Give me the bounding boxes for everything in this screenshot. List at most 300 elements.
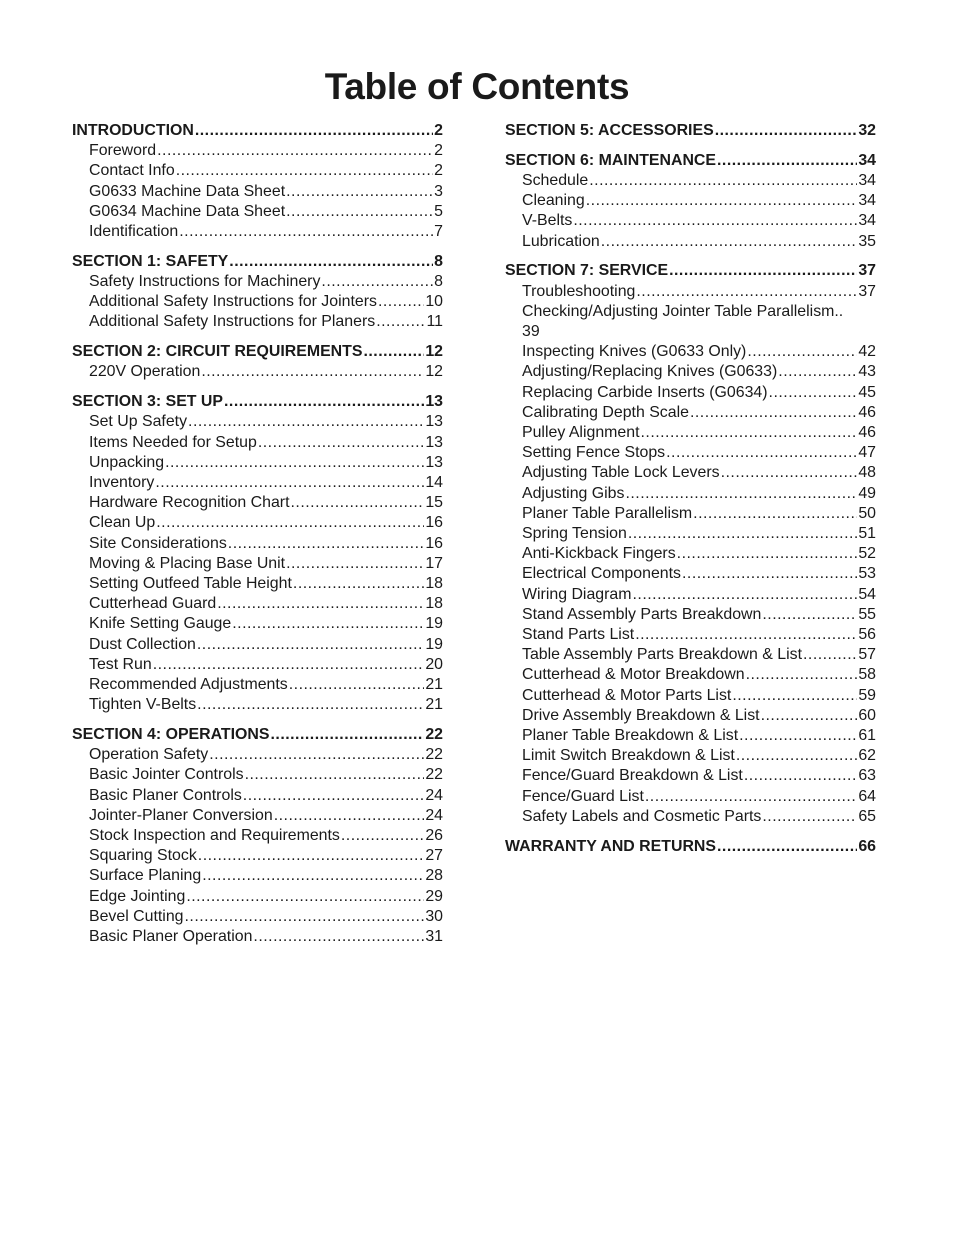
toc-entry[interactable]	[505, 544, 876, 564]
toc-entry-label: SECTION 3: SET UP	[72, 393, 223, 411]
toc-entry-label: SECTION 7: SERVICE	[505, 262, 669, 280]
toc-entry-page-number: 3	[434, 182, 443, 200]
toc-entry[interactable]	[72, 554, 443, 574]
dot-leader	[291, 493, 425, 513]
dot-leader	[677, 544, 858, 564]
toc-section-heading[interactable]	[72, 725, 443, 745]
toc-entry-label: Cutterhead Guard	[89, 595, 217, 613]
toc-entry[interactable]	[72, 765, 443, 785]
toc-entry-page-number: 18	[425, 595, 443, 613]
toc-entry-page-number: 52	[858, 545, 876, 563]
toc-entry[interactable]	[72, 312, 443, 332]
toc-entry-page-number: 61	[858, 727, 876, 745]
toc-entry-page-number: 64	[858, 787, 876, 805]
dot-leader	[803, 645, 857, 665]
dot-leader	[274, 806, 425, 826]
toc-entry-page-number: 13	[425, 453, 443, 471]
toc-entry-label: Knife Setting Gauge	[89, 615, 232, 633]
toc-entry[interactable]	[72, 695, 443, 715]
toc-entry-page-number: 34	[858, 212, 876, 230]
toc-entry[interactable]	[505, 686, 876, 706]
toc-entry-label: Table Assembly Parts Breakdown & List	[522, 646, 802, 664]
toc-entry-page-number: 11	[426, 313, 443, 331]
toc-entry-page-number: 53	[858, 565, 876, 583]
toc-entry-page-number: 62	[858, 747, 876, 765]
toc-entry[interactable]	[72, 513, 443, 533]
toc-entry-label: Edge Jointing	[89, 887, 186, 905]
toc-entry-page-number: 58	[858, 666, 876, 684]
toc-entry[interactable]	[505, 211, 876, 231]
toc-entry[interactable]	[72, 614, 443, 634]
dot-leader	[155, 473, 424, 493]
toc-entry-label: Squaring Stock	[89, 847, 197, 865]
toc-entry-label: Adjusting Table Lock Levers	[522, 464, 720, 482]
toc-entry-page-number: 37	[858, 262, 876, 280]
toc-section-heading[interactable]	[505, 261, 876, 281]
toc-section-heading[interactable]	[72, 252, 443, 272]
toc-entry[interactable]	[72, 222, 443, 242]
toc-entry[interactable]	[505, 463, 876, 483]
toc-entry-page-number: 32	[858, 122, 876, 139]
toc-entry-label: SECTION 1: SAFETY	[72, 252, 229, 270]
toc-section-section-4-operations	[72, 725, 443, 947]
toc-entry-label: Electrical Components	[522, 565, 681, 583]
toc-entry[interactable]	[505, 504, 876, 524]
toc-entry-label: 220V Operation	[89, 363, 201, 381]
toc-section-section-3-set-up	[72, 392, 443, 715]
toc-entry-page-number: 49	[858, 484, 876, 502]
toc-entry-label: Jointer-Planer Conversion	[89, 806, 273, 824]
toc-entry-label: SECTION 5: ACCESSORIES	[505, 122, 714, 139]
toc-entry[interactable]	[72, 412, 443, 432]
toc-entry-label: Planer Table Parallelism	[522, 504, 693, 522]
dot-leader	[645, 787, 857, 807]
dot-leader	[635, 625, 857, 645]
toc-entry[interactable]	[505, 746, 876, 766]
dot-leader	[243, 786, 425, 806]
dot-leader	[732, 686, 857, 706]
dot-leader	[769, 383, 858, 403]
toc-entry-label: Wiring Diagram	[522, 585, 632, 603]
toc-entry-page-number: 65	[858, 807, 876, 825]
dot-leader	[717, 837, 857, 857]
toc-section-section-5-accessories	[505, 121, 876, 141]
toc-entry-page-number: 50	[858, 504, 876, 522]
toc-entry[interactable]	[505, 665, 876, 685]
dot-leader	[286, 554, 424, 574]
toc-entry-page-number: 47	[858, 444, 876, 462]
toc-section-heading[interactable]	[505, 151, 876, 171]
dot-leader	[762, 807, 857, 827]
dot-leader	[217, 594, 424, 614]
dot-leader	[270, 725, 424, 745]
toc-entry-page-number: 13	[425, 393, 443, 411]
dot-leader	[165, 453, 424, 473]
toc-entry-page-number: 37	[858, 282, 876, 300]
toc-entry-label: Basic Planer Controls	[89, 786, 242, 804]
toc-entry-page-number: 13	[425, 413, 443, 431]
toc-entry-page-number: 45	[858, 383, 876, 401]
toc-entry-page-number: 21	[425, 676, 443, 694]
toc-entry-page-number: 29	[425, 887, 443, 905]
dot-leader	[573, 211, 857, 231]
toc-entry-page-number: 17	[425, 554, 443, 572]
dot-leader	[601, 232, 858, 252]
dot-leader	[253, 927, 424, 947]
toc-entry[interactable]	[505, 766, 876, 786]
toc-entry[interactable]	[505, 585, 876, 605]
toc-entry-page-number: 34	[858, 192, 876, 210]
toc-entry-label: Stand Assembly Parts Breakdown	[522, 605, 762, 623]
toc-entry[interactable]	[72, 433, 443, 453]
toc-entry-page-number: 24	[425, 786, 443, 804]
toc-entry-label: Tighten V-Belts	[89, 696, 197, 714]
toc-entry-page-number: 5	[434, 202, 443, 220]
toc-entry-page-number: 42	[858, 343, 876, 361]
toc-entry-label: Inspecting Knives (G0633 Only)	[522, 343, 747, 361]
toc-entry-label: Additional Safety Instructions for Jointers	[89, 293, 377, 311]
toc-entry-page-number: 59	[858, 686, 876, 704]
toc-entry[interactable]	[72, 493, 443, 513]
toc-entry-page-number: 48	[858, 464, 876, 482]
dot-leader	[321, 272, 433, 292]
toc-entry-page-number: 22	[425, 726, 443, 744]
toc-entry[interactable]	[505, 706, 876, 726]
dot-leader	[589, 171, 857, 191]
toc-entry-page-number: 15	[425, 494, 443, 512]
toc-entry[interactable]	[505, 564, 876, 584]
toc-entry-label: Hardware Recognition Chart	[89, 494, 290, 512]
dot-leader	[197, 635, 424, 655]
dot-leader	[245, 765, 425, 785]
toc-entry-page-number: 57	[858, 646, 876, 664]
toc-entry-page-number: 8	[434, 273, 443, 291]
toc-entry-label: Stock Inspection and Requirements	[89, 827, 340, 845]
toc-entry[interactable]	[72, 786, 443, 806]
dot-leader	[715, 121, 858, 141]
toc-entry[interactable]	[505, 605, 876, 625]
dot-leader	[341, 826, 424, 846]
toc-entry[interactable]	[72, 141, 443, 161]
toc-entry[interactable]	[505, 645, 876, 665]
toc-entry-page-number: 34	[858, 151, 876, 169]
toc-entry[interactable]	[505, 191, 876, 211]
toc-entry-page-number: 31	[425, 928, 443, 946]
toc-entry-page-number: 43	[858, 363, 876, 381]
toc-entry-label: INTRODUCTION	[72, 122, 194, 139]
dot-leader	[739, 726, 857, 746]
toc-entry-label: SECTION 6: MAINTENANCE	[505, 151, 717, 169]
toc-entry-label: Inventory	[89, 474, 155, 492]
toc-entry-page-number: 46	[858, 403, 876, 421]
toc-entry-label: Pulley Alignment	[522, 424, 640, 442]
toc-entry-label: Spring Tension	[522, 525, 627, 543]
toc-section-heading[interactable]	[72, 121, 443, 141]
dot-leader	[201, 362, 424, 382]
toc-column-left	[72, 121, 443, 957]
dot-leader	[209, 745, 424, 765]
dot-leader	[762, 605, 857, 625]
toc-entry[interactable]	[505, 443, 876, 463]
toc-entry-label: Setting Fence Stops	[522, 444, 666, 462]
toc-entry[interactable]	[72, 574, 443, 594]
toc-entry[interactable]	[505, 524, 876, 544]
toc-section-heading[interactable]	[72, 342, 443, 362]
toc-entry[interactable]	[72, 887, 443, 907]
toc-entry-label: Contact Info	[89, 162, 175, 180]
dot-leader	[198, 846, 425, 866]
dot-leader	[633, 585, 858, 605]
toc-entry-page-number: 66	[858, 837, 876, 855]
toc-entry-page-number: 2	[434, 142, 443, 160]
dot-leader	[744, 766, 857, 786]
toc-entry-label: Site Considerations	[89, 534, 227, 552]
toc-entry[interactable]	[505, 423, 876, 443]
toc-entry-label: Calibrating Depth Scale	[522, 403, 689, 421]
toc-entry-page-number: 2	[434, 162, 443, 180]
toc-entry-label: V-Belts	[522, 212, 573, 230]
toc-entry-label: Limit Switch Breakdown & List	[522, 747, 735, 765]
toc-entry-page-number: 18	[425, 575, 443, 593]
toc-entry-page-number: 46	[858, 424, 876, 442]
toc-entry-label: Setting Outfeed Table Height	[89, 575, 292, 593]
toc-entry-label: Safety Instructions for Machinery	[89, 273, 321, 291]
dot-leader	[778, 362, 857, 382]
toc-entry[interactable]	[72, 161, 443, 181]
toc-entry-label: Unpacking	[89, 453, 165, 471]
toc-entry[interactable]	[72, 907, 443, 927]
toc-entry[interactable]	[505, 787, 876, 807]
dot-leader	[293, 574, 424, 594]
toc-section-section-6-maintenance	[505, 151, 876, 252]
toc-entry-label: SECTION 2: CIRCUIT REQUIREMENTS	[72, 343, 363, 361]
toc-entry[interactable]	[72, 806, 443, 826]
dot-leader	[197, 695, 424, 715]
toc-entry[interactable]	[72, 534, 443, 554]
toc-entry-page-number: 51	[858, 525, 876, 543]
toc-entry-page-number: 27	[425, 847, 443, 865]
toc-entry[interactable]	[505, 362, 876, 382]
toc-entry[interactable]	[72, 473, 443, 493]
toc-entry-label: Adjusting Gibs	[522, 484, 625, 502]
dot-leader	[746, 665, 858, 685]
toc-entry-page-number: 54	[858, 585, 876, 603]
dot-leader	[232, 614, 424, 634]
toc-entry-label: Planer Table Breakdown & List	[522, 727, 739, 745]
dot-leader	[625, 484, 857, 504]
toc-entry-label: Dust Collection	[89, 635, 196, 653]
dot-leader	[717, 151, 857, 171]
dot-leader	[228, 534, 425, 554]
toc-entry-label: Set Up Safety	[89, 413, 188, 431]
toc-entry-label: WARRANTY AND RETURNS	[505, 837, 716, 855]
dot-leader	[229, 252, 433, 272]
toc-entry-label: Recommended Adjustments	[89, 676, 288, 694]
toc-entry-page-number: 10	[425, 293, 443, 311]
toc-entry-label: Items Needed for Setup	[89, 433, 257, 451]
dot-leader	[176, 161, 433, 181]
toc-section-section-1-safety	[72, 252, 443, 333]
toc-entry[interactable]	[505, 726, 876, 746]
dot-leader	[747, 342, 857, 362]
dot-leader	[185, 907, 425, 927]
toc-entry[interactable]	[72, 927, 443, 947]
toc-entry-label: Cleaning	[522, 192, 585, 210]
toc-section-section-7-service	[505, 261, 876, 827]
toc-entry-page-number: 30	[425, 907, 443, 925]
dot-leader	[378, 292, 424, 312]
dot-leader	[224, 392, 424, 412]
toc-entry-page-number: 14	[425, 474, 443, 492]
toc-entry[interactable]	[505, 807, 876, 827]
toc-entry-label: Drive Assembly Breakdown & List	[522, 706, 760, 724]
toc-entry[interactable]	[505, 383, 876, 403]
toc-entry[interactable]	[505, 232, 876, 252]
toc-section-heading[interactable]	[505, 837, 876, 857]
toc-entry-label: Basic Planer Operation	[89, 928, 253, 946]
toc-entry[interactable]	[72, 182, 443, 202]
toc-entry-page-number: 12	[425, 363, 443, 381]
toc-entry-page-number: 28	[425, 867, 443, 885]
toc-entry-label: Stand Parts List	[522, 626, 635, 644]
toc-entry-label: Clean Up	[89, 514, 156, 532]
toc-entry-page-number: 63	[858, 767, 876, 785]
toc-entry-label: Safety Labels and Cosmetic Parts	[522, 807, 762, 825]
toc-entry[interactable]	[505, 484, 876, 504]
dot-leader	[153, 655, 425, 675]
toc-entry-page-number: 55	[858, 605, 876, 623]
toc-entry-page-number: 56	[858, 626, 876, 644]
dot-leader	[363, 342, 424, 362]
toc-entry[interactable]	[505, 282, 876, 302]
toc-entry-label: Anti-Kickback Fingers	[522, 545, 676, 563]
dot-leader	[179, 222, 433, 242]
toc-entry-label: Fence/Guard List	[522, 787, 644, 805]
toc-entry-label: Basic Jointer Controls	[89, 766, 244, 784]
toc-entry[interactable]	[505, 302, 876, 342]
dot-leader	[156, 513, 424, 533]
toc-entry-label: Operation Safety	[89, 746, 209, 764]
toc-entry-page-number: 19	[425, 615, 443, 633]
dot-leader	[761, 706, 858, 726]
toc-entry-label: G0634 Machine Data Sheet	[89, 202, 286, 220]
toc-entry[interactable]	[505, 625, 876, 645]
toc-entry-page-number: 60	[858, 706, 876, 724]
toc-entry-page-number: 22	[425, 766, 443, 784]
toc-entry[interactable]	[72, 745, 443, 765]
toc-entry[interactable]	[72, 594, 443, 614]
toc-entry-label: SECTION 4: OPERATIONS	[72, 726, 270, 744]
dot-leader	[669, 261, 857, 281]
toc-entry-label: Surface Planing	[89, 867, 202, 885]
toc-entry-page-number: 24	[425, 806, 443, 824]
toc-entry[interactable]	[72, 826, 443, 846]
toc-column-right	[505, 121, 876, 866]
toc-section-warranty-and-returns	[505, 837, 876, 857]
toc-entry-label: Adjusting/Replacing Knives (G0633)	[522, 363, 778, 381]
dot-leader	[682, 564, 857, 584]
toc-entry-label: Cutterhead & Motor Parts List	[522, 686, 732, 704]
dot-leader	[628, 524, 857, 544]
toc-entry-page-number: 19	[425, 635, 443, 653]
toc-entry[interactable]	[72, 202, 443, 222]
toc-entry[interactable]	[72, 272, 443, 292]
dot-leader	[157, 141, 433, 161]
toc-entry-page-number: 39	[522, 323, 540, 341]
dot-leader	[186, 887, 424, 907]
toc-entry[interactable]	[72, 846, 443, 866]
toc-entry-label: Bevel Cutting	[89, 907, 184, 925]
toc-section-introduction	[72, 121, 443, 242]
dot-leader	[376, 312, 425, 332]
dot-leader	[721, 463, 858, 483]
toc-section-section-2-circuit-requirements	[72, 342, 443, 382]
toc-entry-label: Moving & Placing Base Unit	[89, 554, 286, 572]
toc-entry-page-number: 21	[425, 696, 443, 714]
toc-entry[interactable]	[72, 655, 443, 675]
dot-leader	[258, 433, 424, 453]
dot-leader	[690, 403, 857, 423]
page-title: Table of Contents	[324, 66, 630, 107]
toc-entry[interactable]	[72, 453, 443, 473]
dot-leader	[666, 443, 857, 463]
dot-leader	[636, 282, 857, 302]
dot-leader	[202, 866, 424, 886]
toc-entry[interactable]	[505, 403, 876, 423]
toc-entry[interactable]	[72, 866, 443, 886]
toc-entry[interactable]	[72, 292, 443, 312]
toc-entry-label: Cutterhead & Motor Breakdown	[522, 666, 745, 684]
toc-entry[interactable]	[72, 362, 443, 382]
dot-leader	[188, 412, 424, 432]
toc-entry-label: G0633 Machine Data Sheet	[89, 182, 286, 200]
dot-leader	[195, 121, 433, 141]
toc-entry-label: Additional Safety Instructions for Planers	[89, 313, 376, 331]
toc-entry-page-number: 7	[434, 223, 443, 241]
toc-entry-page-number: 12	[425, 343, 443, 361]
toc-entry-label: Test Run	[89, 655, 152, 673]
toc-entry-page-number: 2	[434, 122, 443, 139]
toc-entry-label: Schedule	[522, 172, 589, 189]
dot-leader	[286, 182, 433, 202]
toc-entry-page-number: 34	[858, 172, 876, 189]
toc-entry-page-number: 20	[425, 655, 443, 673]
toc-entry-label: Fence/Guard Breakdown & List	[522, 767, 743, 785]
dot-leader	[640, 423, 857, 443]
toc-entry-page-number: 26	[425, 827, 443, 845]
toc-section-heading[interactable]	[505, 121, 876, 141]
toc-entry-label: Lubrication	[522, 232, 600, 250]
toc-entry-label: Identification	[89, 223, 179, 241]
dot-leader	[586, 191, 858, 211]
toc-entry-label: Troubleshooting	[522, 282, 636, 300]
toc-entry-label: Foreword	[89, 142, 157, 160]
toc-entry-label: Checking/Adjusting Jointer Table Parallelism..	[522, 302, 844, 320]
toc-entry-page-number: 35	[858, 232, 876, 250]
toc-entry-page-number: 8	[434, 252, 443, 270]
toc-entry[interactable]	[72, 675, 443, 695]
toc-entry[interactable]	[505, 171, 876, 191]
dot-leader	[286, 202, 433, 222]
toc-entry[interactable]	[72, 635, 443, 655]
toc-entry-page-number: 16	[425, 534, 443, 552]
toc-entry-page-number: 13	[425, 433, 443, 451]
toc-section-heading[interactable]	[72, 392, 443, 412]
dot-leader	[289, 675, 425, 695]
toc-entry[interactable]	[505, 342, 876, 362]
dot-leader	[693, 504, 857, 524]
toc-entry-page-number: 22	[425, 746, 443, 764]
